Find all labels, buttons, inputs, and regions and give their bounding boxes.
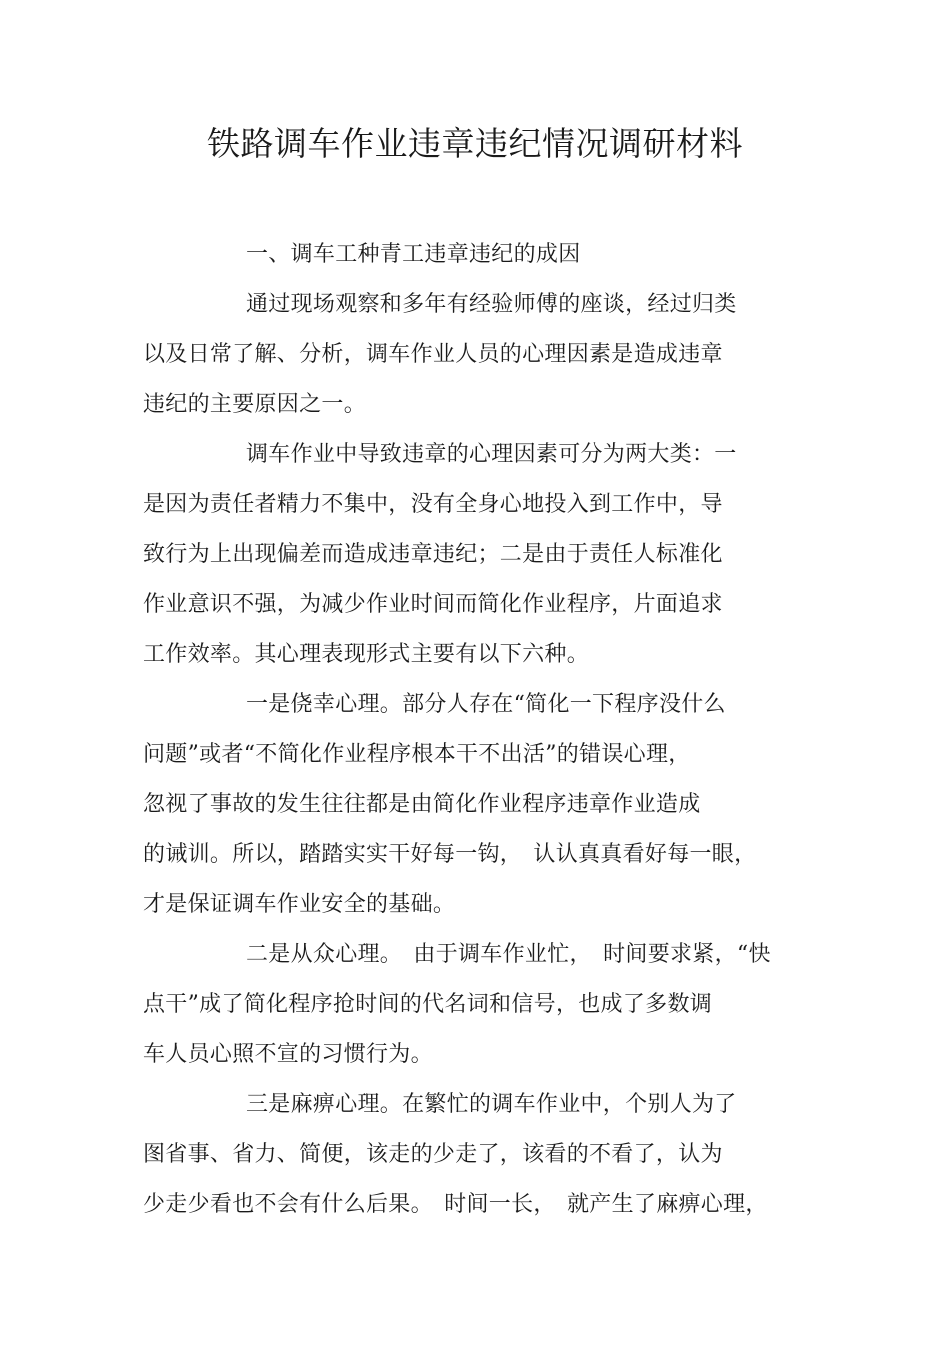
paragraph-line: 图省事、省力、简便，该走的少走了，该看的不看了，认为 bbox=[143, 1142, 723, 1167]
paragraph-line: 调车作业中导致违章的心理因素可分为两大类：一 bbox=[246, 442, 737, 467]
paragraph-line: 才是保证调车作业安全的基础。 bbox=[143, 892, 456, 917]
paragraph-line: 以及日常了解、分析，调车作业人员的心理因素是造成违章 bbox=[143, 342, 723, 367]
paragraph-line: 少走少看也不会有什么后果。 时间一长， 就产生了麻痹心理， bbox=[143, 1192, 768, 1217]
paragraph-line: 的诫训。所以，踏踏实实干好每一钩， 认认真真看好每一眼， bbox=[143, 842, 757, 867]
paragraph-line: 忽视了事故的发生往往都是由简化作业程序违章作业造成 bbox=[143, 792, 701, 817]
paragraph-line: 违纪的主要原因之一。 bbox=[143, 392, 367, 417]
paragraph-line: 一是侥幸心理。部分人存在“简化一下程序没什么 bbox=[246, 692, 726, 717]
document-title: 铁路调车作业违章违纪情况调研材料 bbox=[207, 124, 743, 163]
paragraph-line: 三是麻痹心理。在繁忙的调车作业中，个别人为了 bbox=[246, 1092, 737, 1117]
paragraph-line: 工作效率。其心理表现形式主要有以下六种。 bbox=[143, 642, 590, 667]
paragraph-line: 致行为上出现偏差而造成违章违纪；二是由于责任人标准化 bbox=[143, 542, 723, 567]
paragraph-line: 二是从众心理。 由于调车作业忙， 时间要求紧，“快 bbox=[246, 942, 771, 967]
paragraph-line: 是因为责任者精力不集中，没有全身心地投入到工作中，导 bbox=[143, 492, 723, 517]
paragraph-line: 点干”成了简化程序抢时间的代名词和信号，也成了多数调 bbox=[143, 992, 713, 1017]
paragraph-line: 作业意识不强，为减少作业时间而简化作业程序，片面追求 bbox=[143, 592, 723, 617]
paragraph-line: 车人员心照不宣的习惯行为。 bbox=[143, 1042, 433, 1067]
section-heading: 一、调车工种青工违章违纪的成因 bbox=[246, 242, 581, 267]
paragraph-line: 问题”或者“不简化作业程序根本干不出活”的错误心理， bbox=[143, 742, 691, 767]
paragraph-line: 通过现场观察和多年有经验师傅的座谈，经过归类 bbox=[246, 292, 737, 317]
